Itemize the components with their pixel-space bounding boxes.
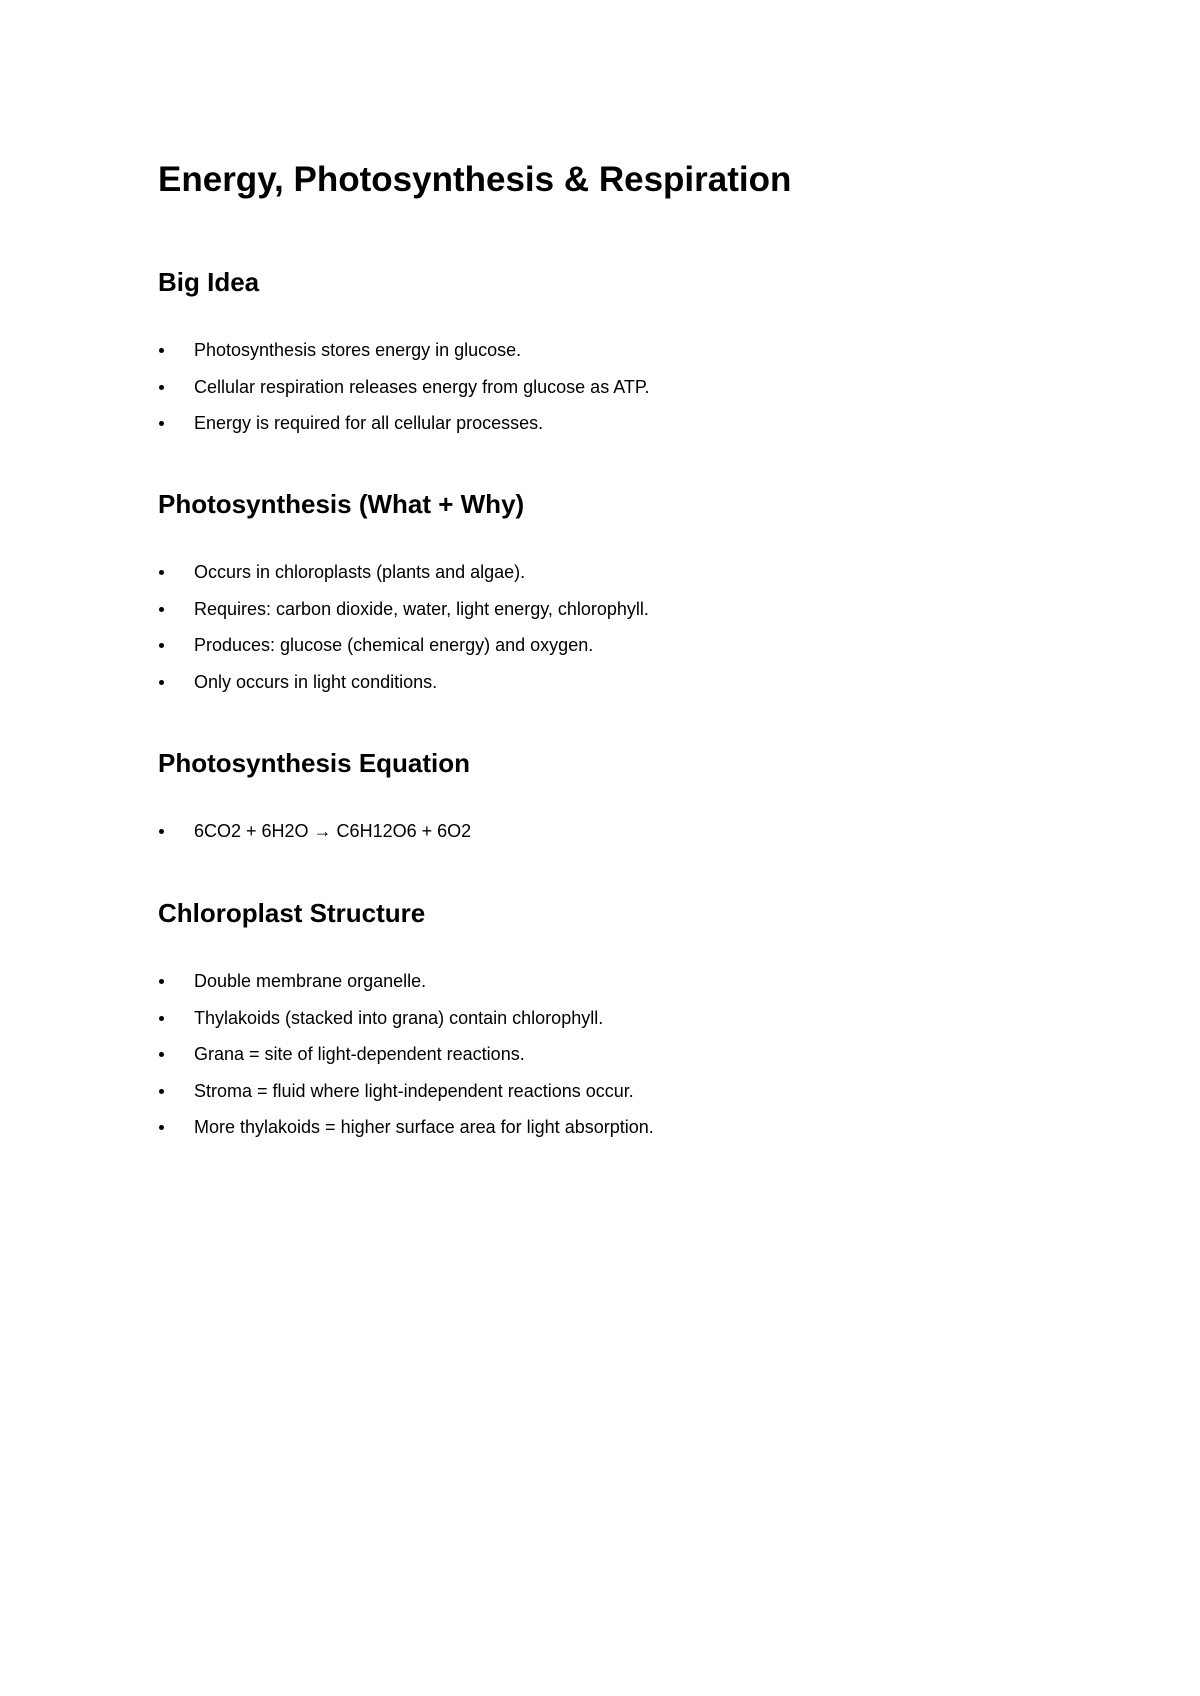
list-item-text: Grana = site of light-dependent reactions. [194, 1044, 525, 1064]
list-item-text: Thylakoids (stacked into grana) contain chlorophyll. [194, 1007, 604, 1028]
list-item-text: Photosynthesis stores energy in glucose. [194, 340, 522, 360]
list-item [158, 1109, 1058, 1146]
list-item-text: Double membrane organelle. [194, 971, 427, 991]
list-item [158, 1073, 1058, 1110]
list-item-text: Cellular respiration releases energy from glucose as ATP. [194, 376, 650, 397]
list-item [158, 813, 1058, 850]
bullet-list [158, 963, 1058, 1146]
list-item [158, 664, 1058, 701]
list-item-text: Energy is required for all cellular processes. [194, 413, 544, 433]
bullet-icon [159, 570, 164, 575]
list-item [158, 554, 1058, 591]
bullet-icon [159, 1052, 164, 1057]
bullet-icon [159, 680, 164, 685]
bullet-icon [159, 385, 164, 390]
section-photosynthesis-equation [158, 745, 1058, 850]
section-photosynthesis-what-why [158, 486, 1058, 700]
bullet-list [158, 554, 1058, 700]
list-item [158, 963, 1058, 1000]
bullet-icon [159, 607, 164, 612]
bullet-list [158, 813, 1058, 850]
list-item [158, 369, 1058, 406]
list-item [158, 405, 1058, 442]
bullet-icon [159, 348, 164, 353]
list-item-text: Stroma = fluid where light-independent reactions occur. [194, 1080, 634, 1101]
list-item-text: Produces: glucose (chemical energy) and oxygen. [194, 635, 594, 655]
document-title: Energy, Photosynthesis & Respiration [158, 160, 792, 199]
list-item-text: Only occurs in light conditions. [194, 671, 438, 692]
bullet-icon [159, 1016, 164, 1021]
bullet-icon [159, 829, 164, 834]
bullet-icon [159, 421, 164, 426]
bullet-list [158, 332, 1058, 442]
section-big-idea [158, 264, 1058, 442]
bullet-icon [159, 1089, 164, 1094]
list-item [158, 332, 1058, 369]
list-item-text: More thylakoids = higher surface area for light absorption. [194, 1117, 654, 1137]
section-heading: Photosynthesis (What + Why) [158, 489, 525, 519]
list-item-text: 6CO2 + 6H2O → C6H12O6 + 6O2 [194, 821, 472, 841]
list-item [158, 591, 1058, 628]
bullet-icon [159, 979, 164, 984]
list-item [158, 627, 1058, 664]
bullet-icon [159, 643, 164, 648]
section-heading: Chloroplast Structure [158, 898, 426, 928]
section-chloroplast-structure [158, 895, 1058, 1146]
section-heading: Photosynthesis Equation [158, 748, 471, 778]
section-heading: Big Idea [158, 267, 260, 297]
list-item-text: Requires: carbon dioxide, water, light energy, chlorophyll. [194, 598, 649, 619]
bullet-icon [159, 1125, 164, 1130]
list-item-text: Occurs in chloroplasts (plants and algae). [194, 562, 526, 582]
list-item [158, 1036, 1058, 1073]
list-item [158, 1000, 1058, 1037]
